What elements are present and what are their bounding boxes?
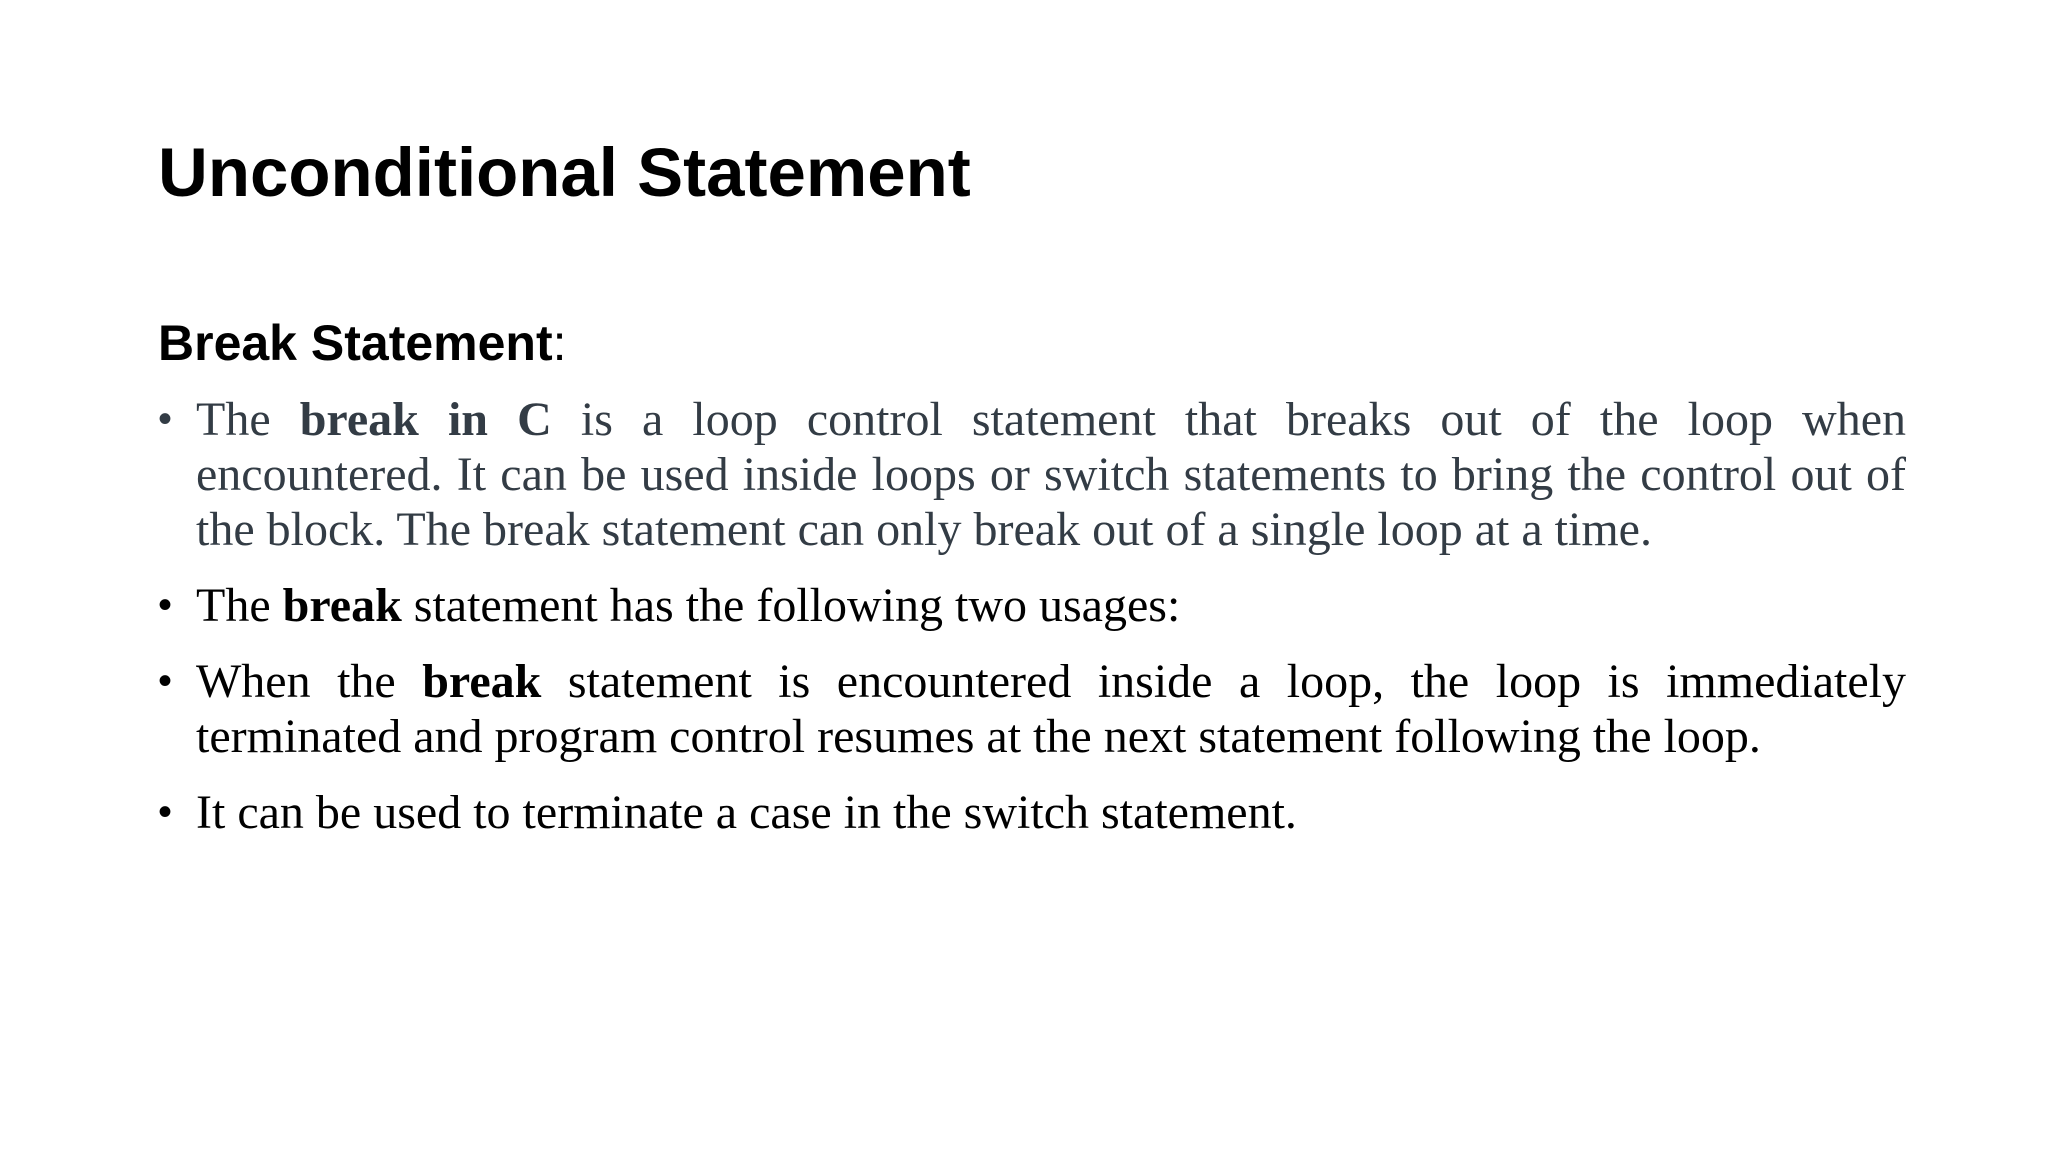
bullet-item-3 — [158, 654, 1906, 764]
bullet-list — [158, 392, 1906, 861]
bullet-item-1 — [158, 392, 1906, 557]
bullet-text: statement is encountered inside a loop, the loop is immediately terminated and program control resumes at the next statement following the loop. — [196, 655, 1906, 763]
bullet-text: When the — [196, 655, 423, 708]
bullet-text: is a loop control statement that breaks out of the loop when encountered. It can be used inside loops or switch statements to bring the control out of the block. The break statement can only break out of a single loop at a time. — [196, 393, 1907, 556]
bullet-text: The — [196, 579, 283, 632]
bullet-bold-text: break in C — [299, 393, 552, 446]
subheading-label: Break Statement — [158, 315, 553, 371]
subheading-colon: : — [552, 315, 567, 371]
bullet-item-4 — [158, 785, 1906, 840]
bullet-text: statement has the following two usages: — [401, 579, 1181, 632]
subheading — [158, 310, 567, 376]
bullet-dot: • — [158, 659, 173, 703]
bullet-bold-text: break — [282, 579, 402, 632]
bullet-dot: • — [158, 790, 173, 834]
bullet-dot: • — [158, 583, 173, 627]
bullet-dot: • — [158, 397, 173, 441]
slide-title: Unconditional Statement — [158, 134, 971, 211]
bullet-text: The — [196, 393, 300, 446]
bullet-item-2 — [158, 578, 1906, 633]
bullet-bold-text: break — [422, 655, 542, 708]
bullet-text: It can be used to terminate a case in the switch statement. — [196, 786, 1297, 839]
